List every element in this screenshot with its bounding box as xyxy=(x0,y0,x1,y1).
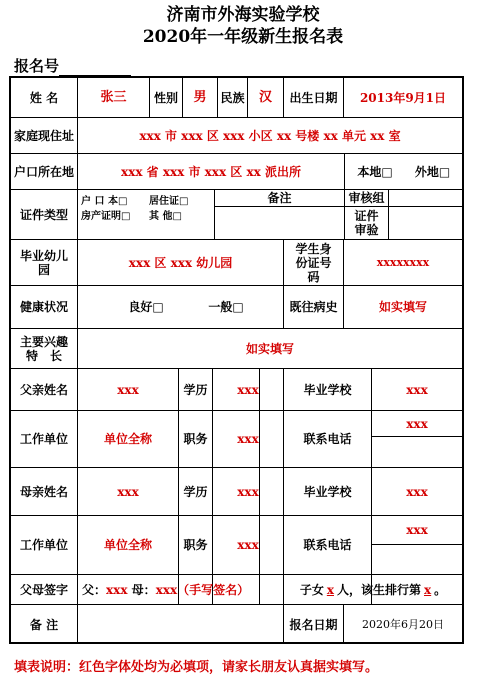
parent-signature-field[interactable] xyxy=(78,575,283,604)
children-count: x xyxy=(326,582,334,597)
father-school-value[interactable]: xxx xyxy=(406,382,428,397)
local-checkbox[interactable]: 本地□ xyxy=(357,164,393,179)
cert-review-label: 证件审验 xyxy=(354,209,379,237)
father-school-label: 毕业学校 xyxy=(303,382,352,397)
registration-number xyxy=(14,55,131,76)
home-address-value[interactable]: xxx 市 xxx 区 xxx 小区 xx 号楼 xx 单元 xx 室 xyxy=(139,128,401,143)
hukou-value[interactable]: xxx 省 xxx 市 xxx 区 xx 派出所 xyxy=(121,164,301,179)
registration-number-label: 报名号 xyxy=(14,57,60,75)
review-group-header: 审核组 xyxy=(348,191,385,205)
birth-date-value[interactable]: 2013年9月1日 xyxy=(359,90,447,105)
children-info[interactable] xyxy=(284,575,462,604)
children-mid: 人，该生排行第 xyxy=(336,582,421,597)
father-phone-field-2[interactable] xyxy=(372,437,462,467)
father-education-label: 学历 xyxy=(183,382,208,397)
mother-name-label: 母亲姓名 xyxy=(19,484,68,499)
sig-mother-label: 母： xyxy=(131,582,156,597)
kindergarten-label: 毕业幼儿园 xyxy=(19,248,68,277)
father-phone-label: 联系电话 xyxy=(303,432,352,446)
cert-property-proof-checkbox[interactable]: 房产证明□ xyxy=(81,211,131,222)
father-phone-value[interactable]: xxx xyxy=(406,416,428,431)
health-normal-checkbox[interactable]: 一般□ xyxy=(208,300,244,314)
medical-history-label: 既往病史 xyxy=(289,300,338,314)
mother-position-label: 职务 xyxy=(183,538,208,552)
children-end: 。 xyxy=(434,582,447,597)
ethnicity-value[interactable]: 汉 xyxy=(258,89,272,105)
signup-date-value[interactable]: 2020年6月20日 xyxy=(362,617,444,631)
birth-date-label: 出生日期 xyxy=(289,90,338,105)
gender-label: 性别 xyxy=(153,90,178,105)
name-label: 姓 名 xyxy=(29,90,59,105)
mother-phone-label: 联系电话 xyxy=(303,538,352,552)
mother-phone-value[interactable]: xxx xyxy=(406,523,428,537)
cert-remarks-header: 备注 xyxy=(267,191,292,205)
nonlocal-checkbox[interactable]: 外地□ xyxy=(414,164,451,179)
registration-number-blank[interactable] xyxy=(59,60,131,76)
kindergarten-value[interactable]: xxx 区 xxx 幼儿园 xyxy=(128,255,233,270)
mother-education-label: 学历 xyxy=(183,484,208,499)
mother-position-value[interactable]: xxx xyxy=(237,538,259,552)
father-work-unit-label: 工作单位 xyxy=(19,432,68,446)
cert-remarks-field[interactable] xyxy=(215,207,344,239)
sig-father-label: 父： xyxy=(82,582,107,597)
cert-other-checkbox[interactable]: 其 他□ xyxy=(149,211,182,222)
interests-label: 主要兴趣特 长 xyxy=(19,334,68,363)
cert-hukou-book-checkbox[interactable]: 户 口 本□ xyxy=(81,196,128,207)
name-value[interactable]: 张三 xyxy=(100,89,127,105)
sig-father-value: xxx xyxy=(106,582,128,597)
signup-date-label: 报名日期 xyxy=(289,617,338,632)
father-education-value[interactable]: xxx xyxy=(237,382,259,397)
mother-education-value[interactable]: xxx xyxy=(237,484,259,499)
interests-value[interactable]: 如实填写 xyxy=(245,341,294,356)
footer-note: 填表说明：红色字体处均为必填项，请家长朋友认真据实填写。 xyxy=(14,660,379,675)
medical-history-value[interactable]: 如实填写 xyxy=(378,300,427,314)
id-number-label: 学生身份证号码 xyxy=(295,241,332,284)
mother-work-unit-value[interactable]: 单位全称 xyxy=(103,538,152,552)
father-position-value[interactable]: xxx xyxy=(237,432,259,446)
children-pre: 子女 xyxy=(299,582,324,597)
health-good-checkbox[interactable]: 良好□ xyxy=(128,300,164,314)
cert-type-label: 证件类型 xyxy=(19,207,68,222)
mother-school-label: 毕业学校 xyxy=(303,484,352,499)
ethnicity-label: 民族 xyxy=(220,90,245,105)
mother-name-value[interactable]: xxx xyxy=(117,484,139,499)
father-position-label: 职务 xyxy=(183,432,208,446)
cert-residence-permit-checkbox[interactable]: 居住证□ xyxy=(149,196,189,207)
sig-mother-value: xxx（手写签名） xyxy=(155,582,250,597)
remarks-field[interactable] xyxy=(78,605,283,644)
school-title: 济南市外海实验学校 xyxy=(166,5,320,25)
hukou-label: 户口所在地 xyxy=(13,164,74,179)
father-name-label: 父亲姓名 xyxy=(19,382,68,397)
registration-form xyxy=(9,76,464,644)
father-name-value[interactable]: xxx xyxy=(117,382,139,397)
remarks-label: 备 注 xyxy=(29,617,59,632)
mother-school-value[interactable]: xxx xyxy=(406,484,428,499)
id-number-value[interactable]: xxxxxxxx xyxy=(376,255,430,269)
father-work-unit-value[interactable]: 单位全称 xyxy=(103,432,152,446)
mother-work-unit-label: 工作单位 xyxy=(19,538,68,552)
mother-phone-field-2[interactable] xyxy=(372,545,462,574)
form-title: 2020年一年级新生报名表 xyxy=(142,27,344,47)
cert-review-field[interactable] xyxy=(389,207,462,239)
parent-signature-label: 父母签字 xyxy=(19,582,68,597)
children-rank: x xyxy=(424,582,432,597)
health-label: 健康状况 xyxy=(19,300,68,314)
gender-value[interactable]: 男 xyxy=(193,89,207,105)
home-address-label: 家庭现住址 xyxy=(13,128,74,143)
